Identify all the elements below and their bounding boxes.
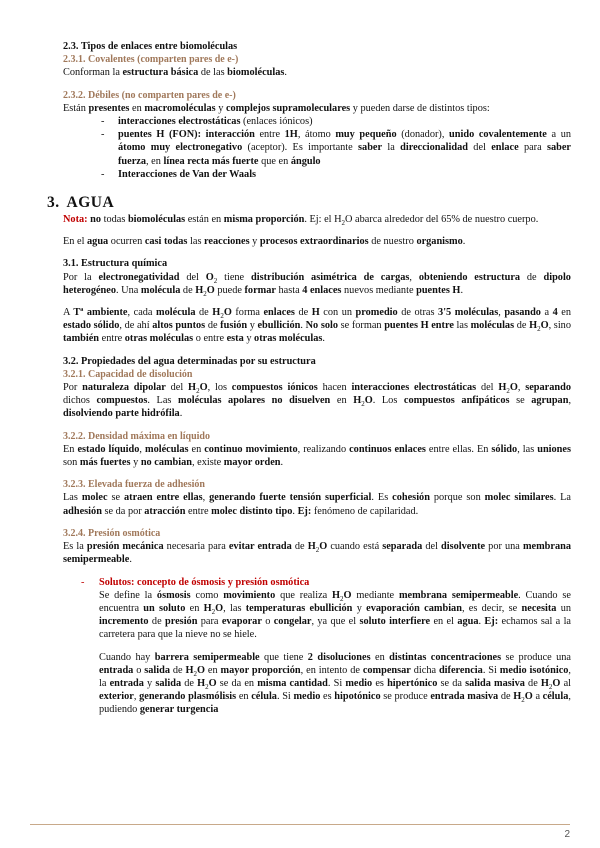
subsection-heading-2-3-2: 2.3.2. Débiles (no comparten pares de e-) (63, 89, 236, 101)
bond-types-list (63, 115, 571, 181)
subsection-heading-2-3-1: 2.3.1. Covalentes (comparten pares de e-) (63, 54, 239, 66)
paragraph-barrera: Cuando hay barrera semipermeable que tiene 2 disoluciones en distintas concentraciones se produce una entrada o salida de $H_2O$ en mayor proporción, en intento de compensar dicha diferencia. Si medio isotónico, la entrada y salida de $H_2O$ se da en misma cantidad. Si medio es hipertónico se da salida masiva de $H_2O$ al exterior, generando plasmólisis en célula. Si medio es hipotónico se produce entrada masiva de $H_2O$ a célula, pudiendo generar turgencia (99, 651, 572, 716)
paragraph-presion: Es la presión mecánica necesaria para evitar entrada de $H_2O$ cuando está separada del disolvente por una membrana semipermeable. (63, 541, 571, 566)
footer-rule (30, 824, 570, 825)
paragraph-nota: Nota: no todas biomoléculas están en misma proporción. Ej: el $H_2O$ abarca alrededor del 65% de nuestro cuerpo. (63, 214, 539, 228)
list-item: - puentes H (FON): interacción entre 1H, átomo muy pequeño (donador), unido covalentemente a un átomo muy electronegativo (aceptor). Es importante saber la direccionalidad del enlace para saber fuerza, en línea recta más fuerte que en ángulo (101, 129, 571, 167)
subsection-heading-3-2-4: 3.2.4. Presión osmótica (63, 527, 161, 539)
section-heading-3-1: 3.1. Estructura química (63, 258, 168, 270)
subsection-heading-3-2-3: 3.2.3. Elevada fuerza de adhesión (63, 479, 205, 491)
section-heading-3-2: 3.2. Propiedades del agua determinadas por su estructura (63, 355, 316, 367)
subsection-heading-3-2-2: 3.2.2. Densidad máxima en líquido (63, 430, 210, 442)
solutos-body (63, 589, 571, 717)
paragraph-osmosis: Se define la ósmosis como movimiento que realiza $H_2O$ mediante membrana semipermeable. Cuando se encuentra un soluto en $H_2O$, las temperaturas ebullición y evaporación cambian, es decir, se necesita un incremento de presión para evaporar o congelar, ya que el soluto interfiere en el agua. Ej: echamos sal a la carretera para que la nieve no se hiele. (99, 589, 572, 641)
paragraph-estructura-2: A Tª ambiente, cada molécula de $H_2O$ forma enlaces de H con un promedio de otras 3'5 moléculas, pasando a 4 en estado sólido, de ahí altos puntos de fusión y ebullición. No solo se forman puentes H entre las moléculas de $H_2O$, sino también entre otras moléculas o entre esta y otras moléculas. (63, 307, 572, 345)
solutos-list (63, 576, 571, 589)
list-item: - interacciones electrostáticas (enlaces iónicos) (101, 116, 313, 128)
list-item: - Solutos: concepto de ósmosis y presión osmótica (81, 576, 310, 588)
paragraph-adhesion: Las molec se atraen entre ellas, generando fuerte tensión superficial. Es cohesión porque son molec similares. La adhesión se da por atracción entre molec distinto tipo. Ej: fenómeno de capilaridad. (63, 492, 571, 517)
subsection-heading-3-2-1: 3.2.1. Capacidad de disolución (63, 368, 193, 380)
chapter-heading-agua: 3. AGUA (47, 194, 115, 212)
paragraph-estructura-1: Por la electronegatividad del $O_2$ tiene distribución asimétrica de cargas, obteniendo estructura de dipolo heterogéneo. Una molécula de $H_2O$ puede formar hasta 4 enlaces nuevos mediante puentes H. (63, 271, 571, 298)
section-heading-2-3: 2.3. Tipos de enlaces entre biomoléculas (63, 41, 238, 52)
list-item: - Interacciones de Van der Waals (101, 168, 257, 180)
paragraph-covalentes: Conforman la estructura básica de las biomoléculas. (63, 67, 287, 79)
paragraph-densidad: En estado líquido, moléculas en continuo movimiento, realizando continuos enlaces entre ellas. En sólido, las uniones son más fuertes y no cambian, existe mayor orden. (63, 443, 571, 469)
page-content (47, 40, 572, 717)
paragraph-agua-reacciones: En el agua ocurren casi todas las reacciones y procesos extraordinarios de nuestro organismo. (63, 236, 466, 248)
paragraph-disolucion: Por naturaleza dipolar del $H_2O$, los compuestos iónicos hacen interacciones electrostáticas del $H_2O$, separando dichos compuestos. Las moléculas apolares no disuelven en $H_2O$. Los compuestos anfipáticos se agrupan, disolviendo parte hidrófila. (63, 382, 572, 420)
page-number: 2 (564, 829, 570, 840)
paragraph-debiles-intro: Están presentes en macromoléculas y complejos supramoleculares y pueden darse de distintos tipos: (63, 102, 490, 114)
